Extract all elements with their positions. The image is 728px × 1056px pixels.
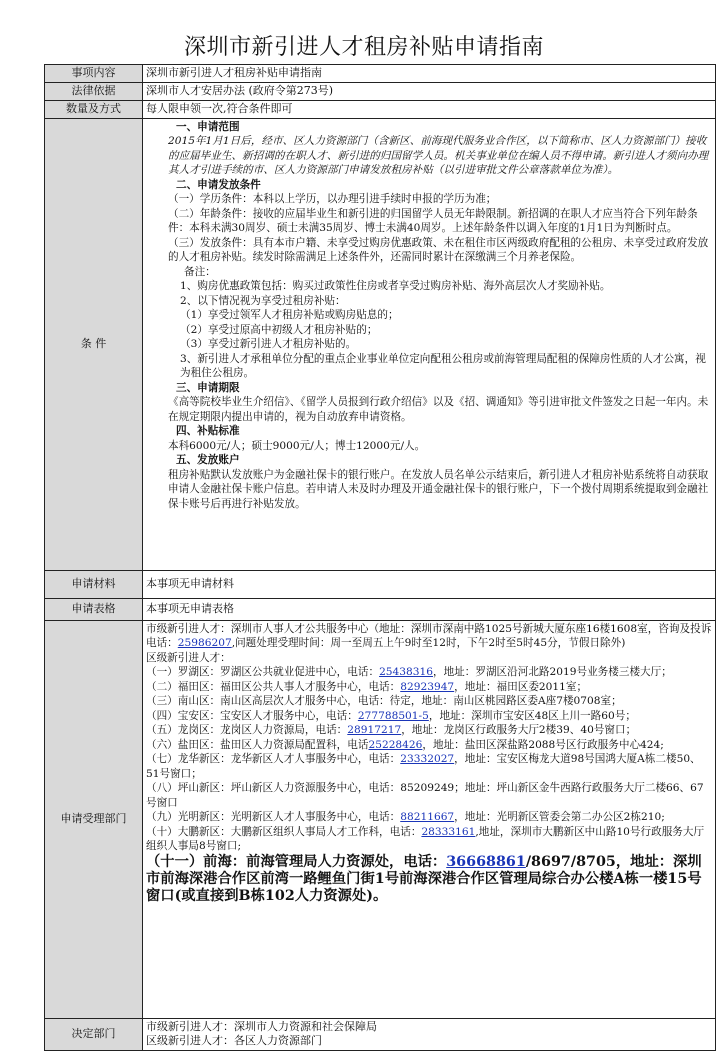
phone-link[interactable]: 28917217	[347, 724, 402, 736]
dept-text: （七）龙华新区：龙华新区人才人事服务中心，电话：	[146, 753, 401, 765]
dept-item	[146, 752, 712, 781]
dept-text: （五）龙岗区：龙岗区人力资源局，电话：	[146, 724, 348, 736]
table-row	[45, 100, 716, 118]
row-label-conditions: 条 件	[45, 118, 143, 570]
dept-text: （十）大鹏新区：大鹏新区组织人事局人才工作科，电话：	[146, 825, 422, 838]
phone-link[interactable]: 28333161	[421, 825, 476, 838]
decision-line: 市级新引进人才：深圳市人力资源和社会保障局	[146, 1019, 377, 1033]
table-row	[45, 1018, 716, 1050]
guide-table	[44, 64, 716, 1051]
section-heading: 一、申请范围	[176, 120, 240, 133]
dept-cell	[143, 620, 716, 1018]
row-value-law: 深圳市人才安居办法 (政府令第273号)	[143, 82, 716, 100]
row-label-decision: 决定部门	[45, 1018, 143, 1050]
conditions-cell	[143, 118, 716, 570]
phone-link[interactable]: 88211667	[400, 811, 455, 823]
section-text: （三）发放条件：具有本市户籍、未享受过购房优惠政策、未在租住市区两级政府配租的公租房、未享受过政府发放的人才租房补贴。续发时除需满足上述条件外，还需同时累计在深缴满三个月养老保险。	[168, 236, 709, 263]
row-value-forms: 本事项无申请表格	[143, 598, 716, 620]
row-label-item: 事项内容	[45, 65, 143, 83]
dept-text: （二）福田区：福田区公共人事人才服务中心，电话：	[146, 680, 401, 693]
dept-text: 市级新引进人才：深圳市人事人才公共服务中心（地址：深圳市深南中路1025号新城大厦东座16楼1608室，咨询及投诉电话：	[146, 622, 712, 649]
dept-item: （八）坪山新区：坪山新区人力资源服务中心，电话：85209249；地址：坪山新区金牛西路行政服务大厅二楼66、67号窗口	[146, 782, 704, 809]
table-row	[45, 65, 716, 83]
phone-link[interactable]: 82923947	[400, 680, 455, 693]
dept-item	[146, 825, 712, 854]
phone-link[interactable]: 25986207	[177, 637, 232, 649]
dept-text: （四）宝安区：宝安区人才服务中心，电话：	[146, 709, 358, 722]
dept-city	[146, 622, 712, 651]
decision-line: 区级新引进人才：各区人力资源部门	[146, 1034, 322, 1047]
table-row	[45, 118, 716, 570]
dept-district-title: 区级新引进人才：	[146, 651, 231, 664]
dept-item-qianhai	[146, 854, 712, 905]
note-item: 3、新引进人才承租单位分配的重点企业事业单位定向配租公租房或前海管理局配租的保障房性质的人才公寓，视为租住公租房。	[180, 352, 706, 379]
section-text: 《高等院校毕业生介绍信》、《留学人员报到行政介绍信》以及《招、调通知》等引进审批文件签发之日起一年内。未在规定期限内提出申请的，视为自动放弃申请资格。	[168, 396, 709, 423]
note-heading: 备注：	[184, 265, 216, 278]
note-item: 1、购房优惠政策包括：购买过政策性住房或者享受过购房补贴、海外高层次人才奖励补贴。	[180, 280, 611, 292]
table-row	[45, 82, 716, 100]
table-row	[45, 570, 716, 598]
dept-item	[146, 709, 712, 724]
dept-text: ，地址：盐田区深盐路2088号区行政服务中心424;	[422, 738, 664, 751]
section-text: （一）学历条件：本科以上学历，以办理引进手续时申报的学历为准；	[168, 193, 497, 205]
phone-link[interactable]: 36668861	[446, 853, 526, 870]
dept-text: （九）光明新区：光明新区人才人事服务中心，电话：	[146, 811, 401, 823]
dept-text: ,地址，深圳市大鹏新区中山路10号行政服务大厅组织人事局8号窗口;	[146, 825, 705, 852]
dept-item	[146, 738, 712, 753]
table-row	[45, 598, 716, 620]
section-text: 租房补贴默认发放账户为金融社保卡的银行账户。在发放人员名单公示结束后，新引进人才租房补贴系统将自动获取申请人金融社保卡账户信息。若申请人未及时办理及开通金融社保卡的银行账户，下一个拨付周期系统提取到金融社保卡账号后再进行补贴发放。	[168, 468, 709, 510]
section-heading: 五、发放账户	[176, 454, 240, 466]
row-value-materials: 本事项无申请材料	[143, 570, 716, 598]
row-label-forms: 申请表格	[45, 598, 143, 620]
section-heading: 四、补贴标准	[176, 425, 240, 437]
dept-text: （一）罗湖区：罗湖区公共就业促进中心，电话：	[146, 666, 380, 678]
dept-text: ，地址：福田区委2011室；	[454, 680, 588, 693]
dept-text: （六）盐田区：盐田区人力资源局配置科，电话	[146, 738, 369, 751]
note-item: 2、以下情况视为享受过租房补贴：	[180, 294, 346, 307]
phone-link[interactable]: 25438316	[379, 666, 433, 678]
phone-link[interactable]: 277788501-5	[357, 709, 429, 722]
dept-item	[146, 723, 712, 738]
section-heading: 三、申请期限	[176, 381, 240, 394]
row-label-law: 法律依据	[45, 82, 143, 100]
dept-text: ,问题处理受理时间：周一至周五上午9时至12时，下午2时至5时45分，节假日除外)	[231, 637, 626, 649]
dept-text: /8697/8705，地址：深圳市前海深港合作区前湾一路鲤鱼门街1号前海深港合作区管理局综合办公楼A栋一楼15号窗口(或直接到B栋102人力资源处)。	[146, 853, 702, 904]
section-text: （二）年龄条件：接收的应届毕业生和新引进的归国留学人员无年龄限制。新招调的在职人才应当符合下列年龄条件：本科未满30周岁、硕士未满35周岁、博士未满40周岁。上述年龄条件以调入年度的1月1日为判断时点。	[168, 207, 698, 234]
phone-link[interactable]: 23332027	[400, 753, 455, 765]
phone-link[interactable]: 25228426	[368, 738, 423, 751]
dept-item	[146, 680, 712, 695]
row-label-dept: 申请受理部门	[45, 620, 143, 1018]
note-subitem: （2）享受过原高中初级人才租房补贴的；	[180, 323, 378, 336]
row-label-materials: 申请材料	[45, 570, 143, 598]
dept-text: ，地址：罗湖区沿河北路2019号业务楼三楼大厅；	[432, 666, 672, 678]
dept-item	[146, 810, 712, 825]
section-text: 本科6000元/人；硕士9000元/人；博士12000元/人。	[168, 439, 426, 452]
row-value-decision	[143, 1018, 716, 1050]
dept-text: （十一）前海：前海管理局人力资源处，电话：	[146, 853, 447, 870]
section-text: 2015年1月1日后，经市、区人力资源部门（含新区、前海现代服务业合作区，以下简称市、区人力资源部门）接收的应届毕业生、新招调的在职人才、新引进的归国留学人员。机关事业单位在编人员不得申请。新引进人才须向办理其人才引进手续的市、区人力资源部门申请发放租房补贴（以引进审批文件公章落款单位为准）。	[168, 135, 709, 176]
row-value-qty: 每人限申领一次,符合条件即可	[143, 100, 716, 118]
page-title: 深圳市新引进人才租房补贴申请指南	[183, 35, 544, 60]
section-heading: 二、申请发放条件	[176, 178, 261, 191]
dept-text: ，地址：深圳市宝安区48区上川一路60号；	[428, 709, 636, 722]
dept-text: ，地址：宝安区梅龙大道98号国鸿大厦A栋二楼50、51号窗口；	[146, 753, 701, 780]
note-subitem: （3）享受过新引进人才租房补贴的。	[180, 338, 357, 350]
table-row	[45, 620, 716, 1018]
dept-text: ，地址：龙岗区行政服务大厅2楼39、40号窗口；	[401, 724, 637, 736]
row-label-qty: 数量及方式	[45, 100, 143, 118]
dept-item: （三）南山区：南山区高层次人才服务中心，电话：待定，地址：南山区桃园路区委A座7楼0708室；	[146, 695, 622, 707]
dept-text: ，地址：光明新区管委会第二办公区2栋210;	[454, 811, 665, 823]
note-subitem: （1）享受过领军人才租房补贴或购房贴息的；	[180, 309, 399, 321]
dept-item	[146, 665, 712, 680]
row-value-item: 深圳市新引进人才租房补贴申请指南	[143, 65, 716, 83]
